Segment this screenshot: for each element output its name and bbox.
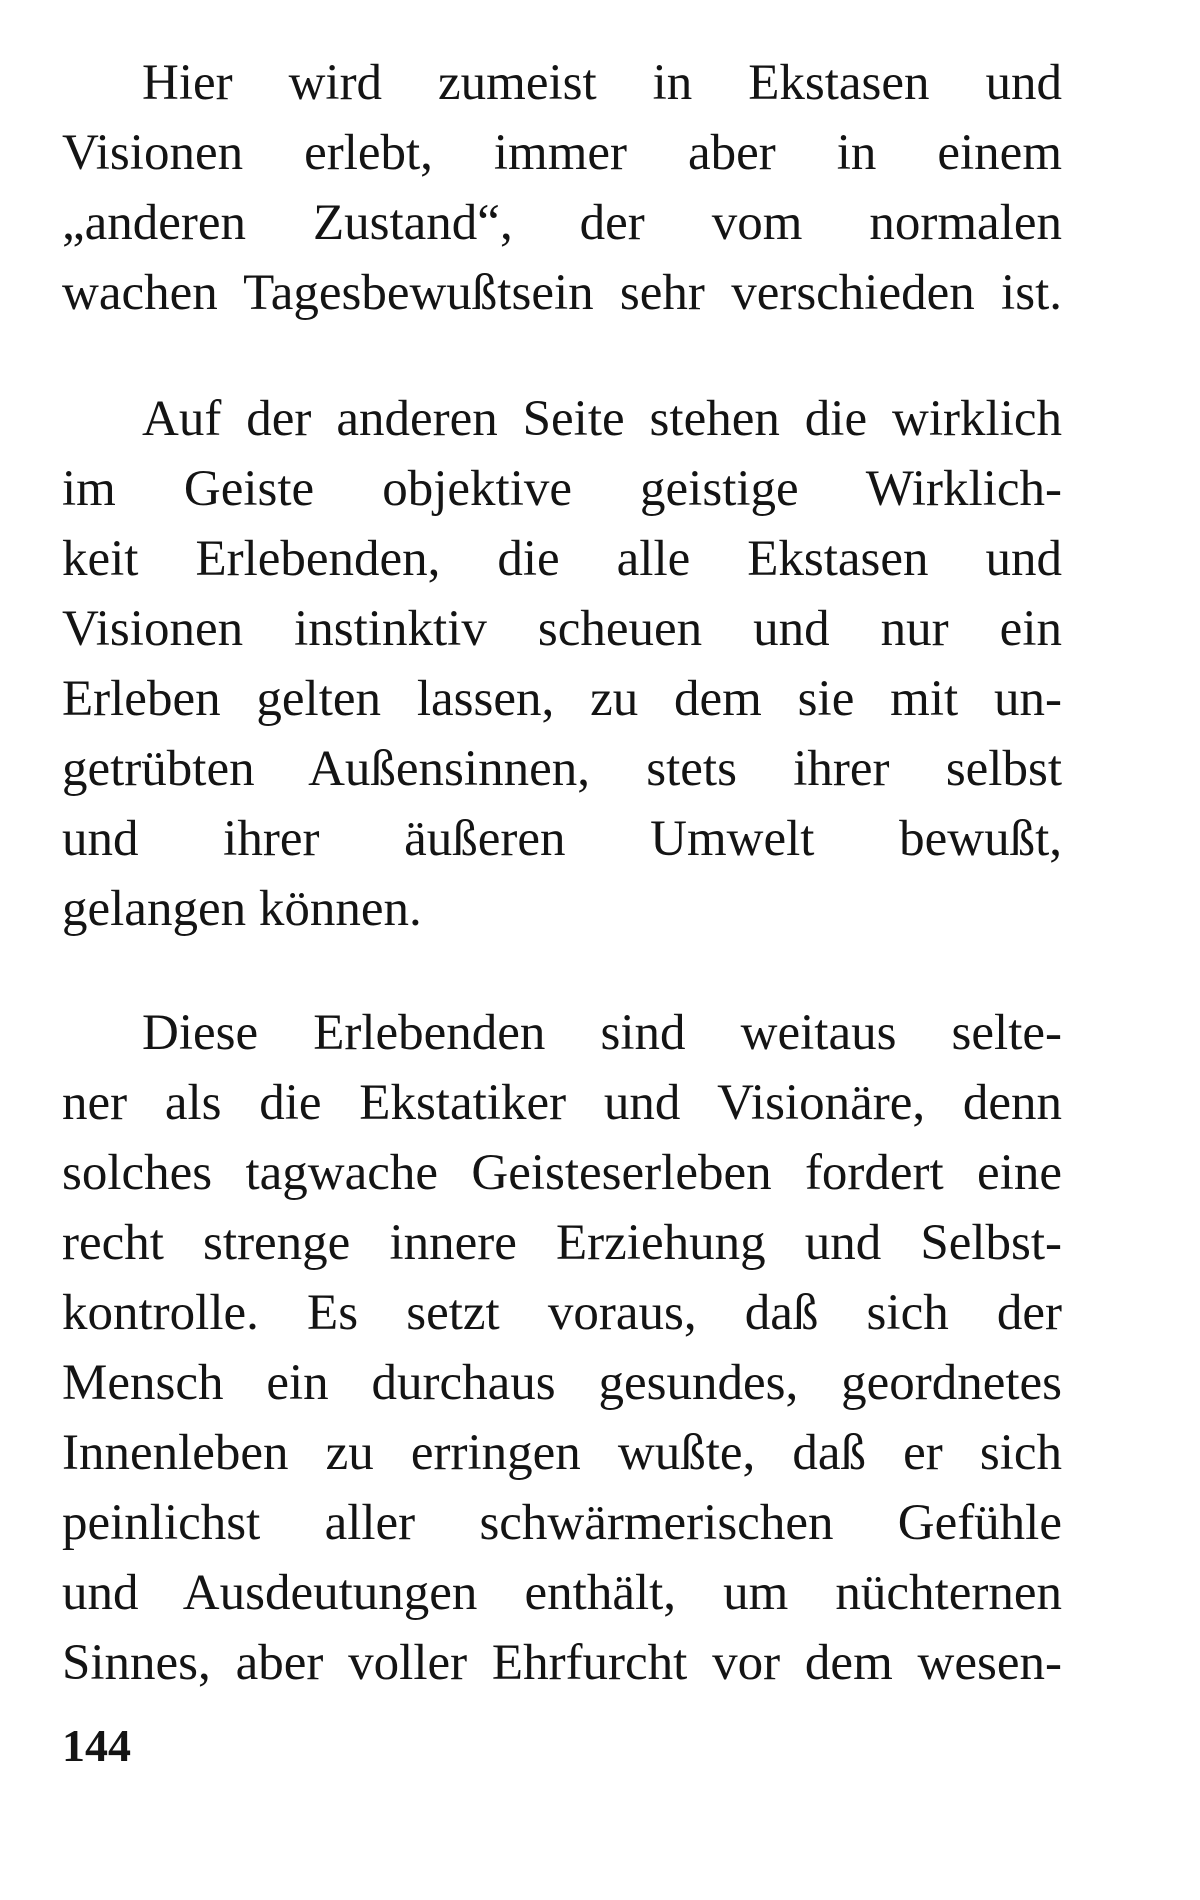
text-line: Innenleben zu erringen wußte, daß er sich (62, 1425, 1062, 1481)
text-line: Visionen instinktiv scheuen und nur ein (62, 601, 1062, 657)
text-line: Sinnes, aber voller Ehrfurcht vor dem wesen- (62, 1635, 1062, 1691)
text-line: getrübten Außensinnen, stets ihrer selbst (62, 741, 1062, 797)
paragraph-2 (62, 384, 1062, 944)
text-line: Diese Erlebenden sind weitaus selte- (142, 1005, 1062, 1061)
text-line: und ihrer äußeren Umwelt bewußt, (62, 811, 1062, 867)
text-line: peinlichst aller schwärmerischen Gefühle (62, 1495, 1062, 1551)
text-line: ner als die Ekstatiker und Visionäre, denn (62, 1075, 1062, 1131)
text-line: Mensch ein durchaus gesundes, geordnetes (62, 1355, 1062, 1411)
text-line: und Ausdeutungen enthält, um nüchternen (62, 1565, 1062, 1621)
text-line: wachen Tagesbewußtsein sehr verschieden ist. (62, 265, 1062, 321)
text-line: keit Erlebenden, die alle Ekstasen und (62, 531, 1062, 587)
text-line: Auf der anderen Seite stehen die wirklich (142, 391, 1062, 447)
paragraph-3 (62, 998, 1062, 1698)
text-line: Hier wird zumeist in Ekstasen und (142, 55, 1062, 111)
text-line: kontrolle. Es setzt voraus, daß sich der (62, 1285, 1062, 1341)
page-number: 144 (62, 1720, 131, 1771)
text-line: recht strenge innere Erziehung und Selbst- (62, 1215, 1062, 1271)
text-line: Visionen erlebt, immer aber in einem (62, 125, 1062, 181)
text-line: „anderen Zustand“, der vom normalen (62, 195, 1062, 251)
text-line: solches tagwache Geisteserleben fordert eine (62, 1145, 1062, 1201)
text-line: Erleben gelten lassen, zu dem sie mit un- (62, 671, 1062, 727)
text-line: im Geiste objektive geistige Wirklich- (62, 461, 1062, 517)
text-line: gelangen können. (62, 881, 422, 937)
paragraph-1 (62, 48, 1062, 328)
